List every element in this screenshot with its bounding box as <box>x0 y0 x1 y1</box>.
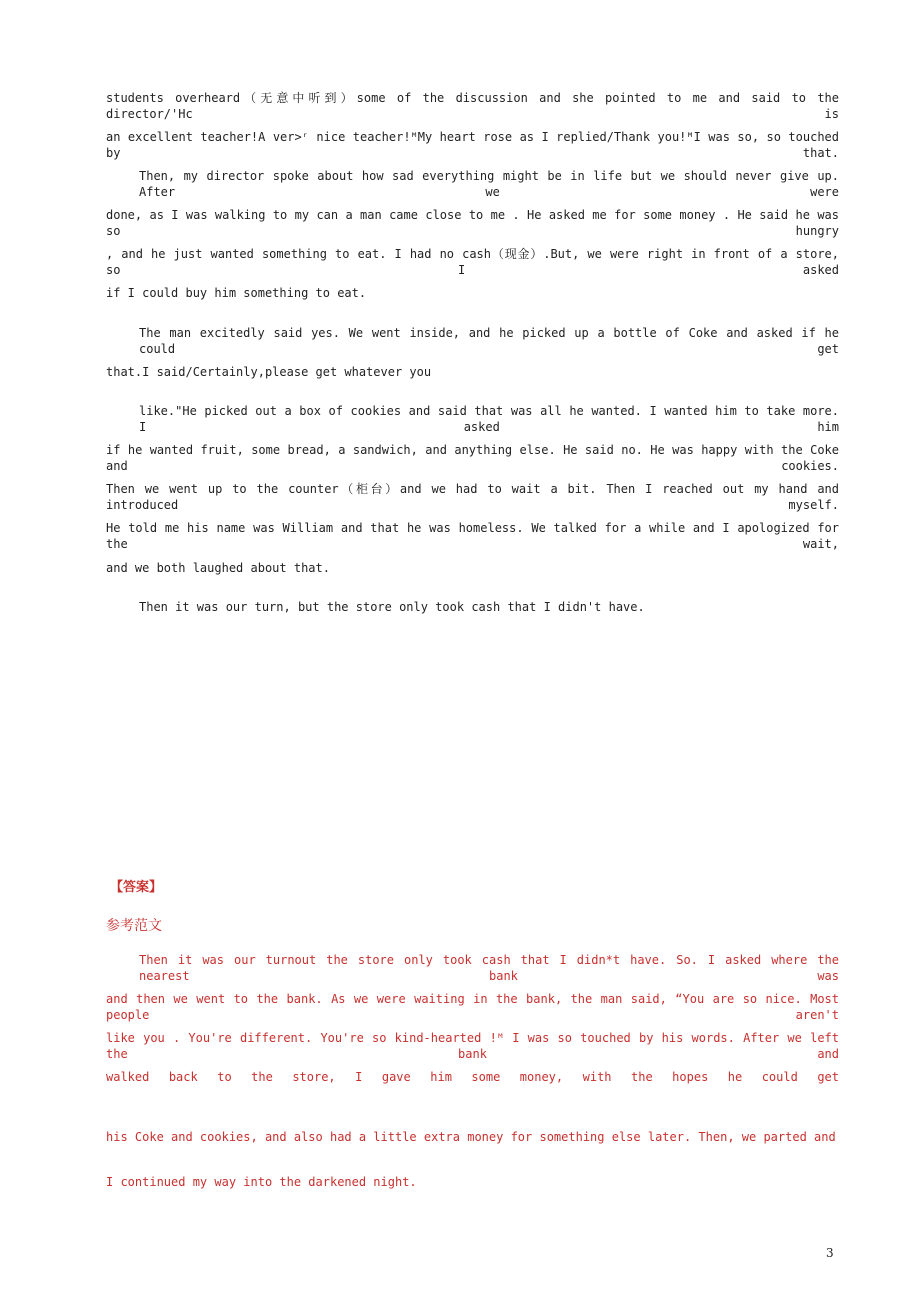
answer-heading: 【答案】 <box>110 880 163 895</box>
answer-line: I continued my way into the darkened night. <box>106 1175 417 1189</box>
answer-line: Then it was our turnout the store only took cash that I didn*t have. So. I asked where the nearest bank was <box>139 953 839 983</box>
passage-line: The man excitedly said yes. We went inside, and he picked up a bottle of Coke and asked if he could get <box>139 326 839 356</box>
answer-subheading: 参考范文 <box>106 918 162 934</box>
passage-line: Then we went up to the counter（柜台）and we had to wait a bit. Then I reached out my hand and introduced myself. <box>106 482 839 512</box>
passage-line: , and he just wanted something to eat. I had no cash（现金）.But, we were right in front of a store, so I asked <box>106 247 839 277</box>
answer-line: his Coke and cookies, and also had a little extra money for something else later. Then, we parted and <box>106 1130 836 1144</box>
passage-line: He told me his name was William and that he was homeless. We talked for a while and I apologized for the wait, <box>106 521 839 551</box>
passage-line: an excellent teacher!A ver>ʳ nice teacher!ᴹMy heart rose as I replied/Thank you!ᴹI was so, so touched by that. <box>106 130 839 160</box>
passage-line: if he wanted fruit, some bread, a sandwich, and anything else. He said no. He was happy with the Coke and cookies. <box>106 443 839 473</box>
passage-line: Then it was our turn, but the store only took cash that I didn't have. <box>139 600 645 614</box>
passage-line: and we both laughed about that. <box>106 561 330 575</box>
answer-line: walked back to the store, I gave him some money, with the hopes he could get <box>106 1070 839 1084</box>
passage-line: Then, my director spoke about how sad everything might be in life but we should never give up. After we were <box>139 169 839 199</box>
passage-line: done, as I was walking to my can a man came close to me . He asked me for some money . He said he was so hungry <box>106 208 839 238</box>
passage-line: if I could buy him something to eat. <box>106 286 367 300</box>
passage-line: like."He picked out a box of cookies and said that was all he wanted. I wanted him to take more. I asked him <box>139 404 839 434</box>
answer-line: like you . You're different. You're so kind-hearted !ᴹ I was so touched by his words. After we left the bank and <box>106 1031 839 1061</box>
passage-line: students overheard（无意中听到）some of the discussion and she pointed to me and said to the director/'Hc is <box>106 91 839 121</box>
answer-line: and then we went to the bank. As we were waiting in the bank, the man said, “You are so nice. Most people aren't <box>106 992 839 1022</box>
passage-line: that.I said/Certainly,please get whatever you <box>106 365 432 379</box>
page-number: 3 <box>826 1246 834 1260</box>
